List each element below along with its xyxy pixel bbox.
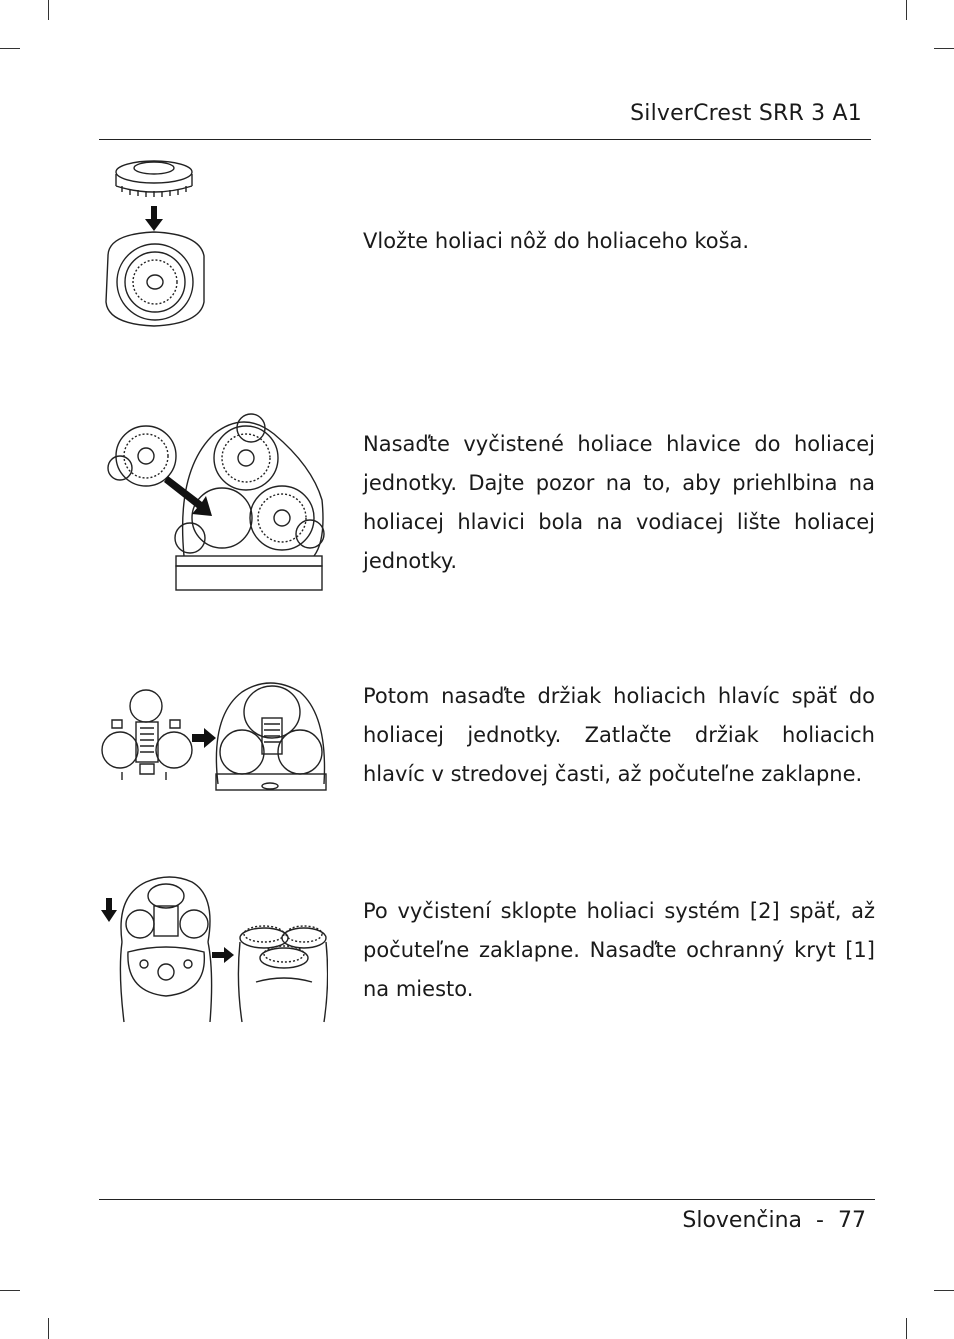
- step-1-text: Vložte holiaci nôž do holiaceho koša.: [363, 229, 750, 253]
- crop-mark: [48, 0, 49, 20]
- crop-mark: [0, 1290, 20, 1291]
- crop-mark: [48, 1318, 49, 1339]
- crop-mark: [0, 48, 20, 49]
- close-system-figure: [100, 872, 328, 1024]
- footer-language: Slovenčina: [682, 1208, 803, 1233]
- step-3-text: Potom nasaďte držiak holiacich hlavíc späť do holiacej jednotky. Zatlačte držiak holiacich hlavíc v stredovej časti, až počuteľne zaklapne.: [363, 684, 875, 786]
- footer-separator: -: [816, 1208, 824, 1233]
- footer-rule: [99, 1199, 875, 1200]
- insert-holder-figure: [100, 676, 328, 792]
- crop-mark: [906, 0, 907, 20]
- page-number: 77: [838, 1208, 866, 1233]
- crop-mark: [934, 48, 954, 49]
- insert-blade-figure: [100, 152, 216, 330]
- step-4-text: Po vyčistení sklopte holiaci systém [2] späť, až počuteľne zaklapne. Nasaďte ochranný kryt [1] na miesto.: [363, 899, 875, 1001]
- crop-mark: [934, 1290, 954, 1291]
- page-footer: [682, 1208, 866, 1233]
- header-rule: [99, 139, 871, 140]
- step-2-text: Nasaďte vyčistené holiace hlavice do holiacej jednotky. Dajte pozor na to, aby priehlbina na holiacej hlavici bola na vodiacej lište holiacej jednotky.: [363, 432, 875, 573]
- header-title: SilverCrest SRR 3 A1: [630, 101, 862, 126]
- crop-mark: [906, 1318, 907, 1339]
- insert-heads-figure: [104, 410, 326, 592]
